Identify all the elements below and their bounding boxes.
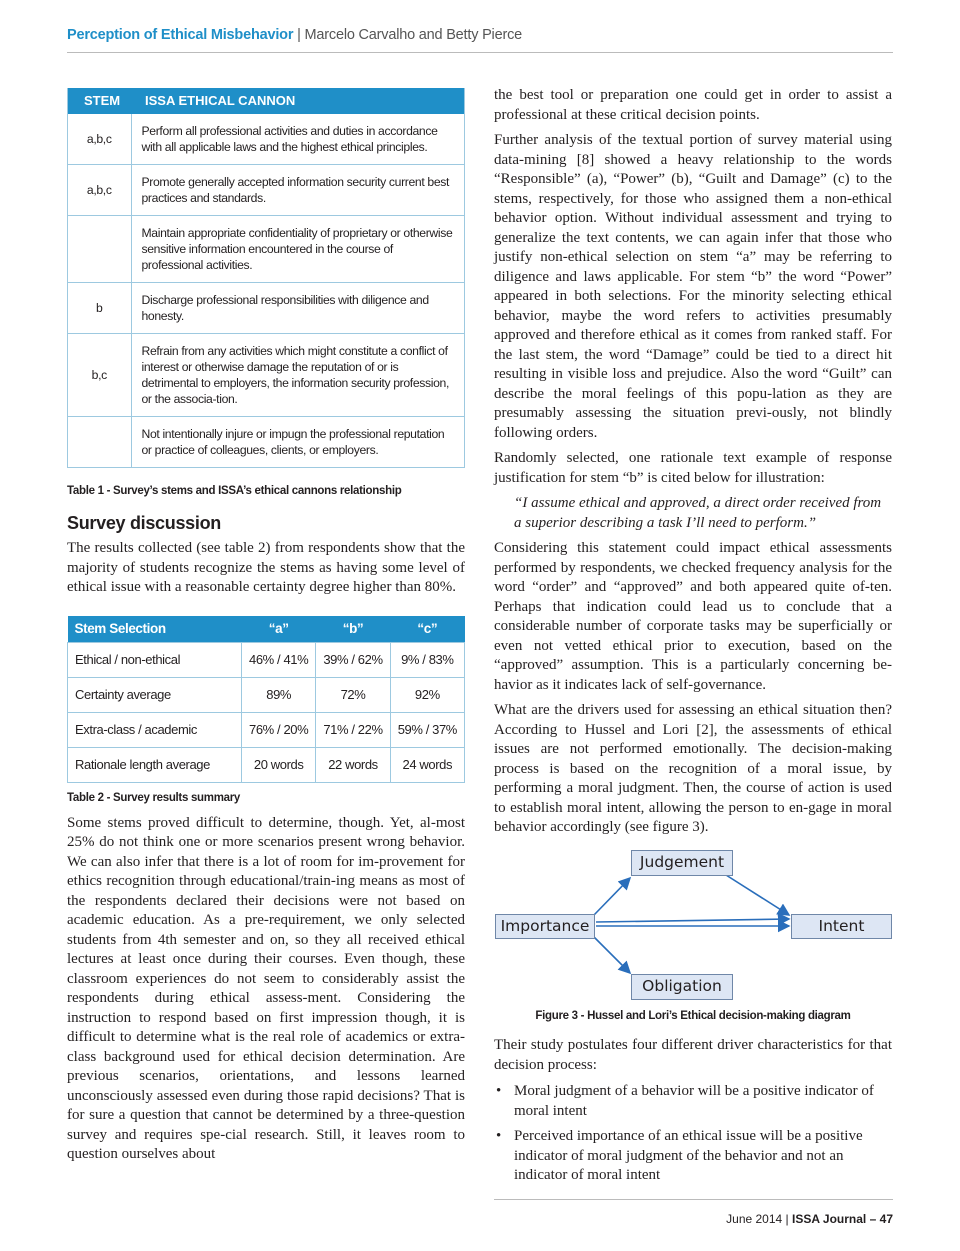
footer-dash: – xyxy=(869,1212,877,1226)
table-1-stem-cell: b xyxy=(68,283,132,334)
table-row xyxy=(68,677,465,712)
table-row xyxy=(68,165,465,216)
table-2-cell: 22 words xyxy=(316,747,390,782)
table-1-text-cell: Promote generally accepted information security current best practices and standards. xyxy=(131,165,465,216)
table-row xyxy=(68,216,465,283)
table-row xyxy=(68,334,465,417)
paragraph: Further analysis of the textual portion of survey material using data-mining [8] showed a heavy relationship to the words “Responsible” (a), “Power” (b), “Guilt and Damage” (c) to the stems, respectively, for those who assigned them a non-ethical behavior option. Without individual assessment and trying to generalize the text contents, we can again infer that those who justify non-ethical selection on stem “a” may be referring to diligence and laws applicable. For stem “b” the word “Power” appeared in both selections. For the minority selecting ethical behavior, maybe the word refers to activities presumably approved and therefore ethical as it comes from ranked staff. For the last stem, the word “Damage” could be tied to a direct hit resulting in visible loss and prejudice. Also the word “Guilt” can describe the moral feelings of this popu-lation as they are presumably assessing the situation previ-ously, not blindly following orders. xyxy=(494,132,892,441)
left-column xyxy=(67,88,465,1165)
table-2-cell: 24 words xyxy=(390,747,464,782)
table-1-stem-cell xyxy=(68,216,132,283)
table-2-cell: 20 words xyxy=(242,747,316,782)
table-2-cell: 92% xyxy=(390,677,464,712)
table-2-header-cell: “b” xyxy=(316,616,390,643)
paragraph: Some stems proved difficult to determine, though. Yet, al-most 25% do not think one or more scenarios present wrong behavior. We can also infer that there is a lot of room for im-provement for ethics recognition through educational/train-ing means as most of the respondents declared their decisions were not based on academic education. As a pre-requirement, we only selected students from 4th semester and on, so they all received ethical lectures at least once during their courses. Even though, these classroom experiences do not seem to considerably assist the respondents during ethical assess-ment. Considering the instruction to respond based on first impression though, it is difficult to determine what is the real role of academics or extra-class background used for ethical decision determination. Are previous scenarios, orientations, and lessons learned unconsciously assessed even during those rapid decisions? That is for sure a question that cannot be determined by a three-question survey and requires spe-cial research. Still, it leaves room to question ourselves about xyxy=(67,814,465,1162)
table-row xyxy=(68,283,465,334)
table-2-caption: Table 2 - Survey results summary xyxy=(67,791,240,804)
paragraph: Randomly selected, one rationale text example of response justification for stem “b” is cited below for illustration: xyxy=(494,450,892,486)
table-2-header-cell: “c” xyxy=(390,616,464,643)
table-1-caption: Table 1 - Survey’s stems and ISSA’s ethical cannons relationship xyxy=(67,485,402,497)
table-2-cell: 72% xyxy=(316,677,390,712)
table-2-cell: Rationale length average xyxy=(68,747,242,782)
table-2-cell: Extra-class / academic xyxy=(68,712,242,747)
table-2 xyxy=(67,616,465,783)
table-2-cell: 89% xyxy=(242,677,316,712)
diagram-box-obligation: Obligation xyxy=(631,974,733,1000)
table-row xyxy=(68,712,465,747)
table-2-cell: 39% / 62% xyxy=(316,642,390,677)
table-2-header-cell: “a” xyxy=(242,616,316,643)
table-1-text-cell: Maintain appropriate confidentiality of proprietary or otherwise sensitive information encountered in the course of professional activities. xyxy=(131,216,465,283)
block-quote: “I assume ethical and approved, a direct order received from a superior describing a task I’ll need to perform.” xyxy=(514,495,882,531)
table-1-stem-cell: a,b,c xyxy=(68,165,132,216)
arrow-judgement-intent-2 xyxy=(596,919,789,922)
section-title: Survey discussion xyxy=(67,513,221,533)
header-separator: | xyxy=(297,27,301,43)
table-1-header-stem: STEM xyxy=(68,88,132,114)
paragraph: The results collected (see table 2) from respondents show that the majority of students recognize the stems as having some level of ethical issue with a reasonable certainty degree higher than 80%. xyxy=(67,540,465,595)
right-column xyxy=(494,86,892,838)
bullet-list xyxy=(494,1082,892,1186)
footer xyxy=(726,1212,893,1226)
table-2-cell: 59% / 37% xyxy=(390,712,464,747)
diagram-box-judgement: Judgement xyxy=(631,850,733,876)
table-1-stem-cell xyxy=(68,417,132,468)
paragraph: What are the drivers used for assessing an ethical situation then? According to Hussel and Lori [2], the assessments of ethical issues are not performed emotionally. The decision-making process is based on the recognition of a moral issue, by performing a moral judgment. Then, the course of action is used to establish moral intent, allowing the person to en-gage in moral behavior accordingly (see figure 3). xyxy=(494,702,892,835)
paragraph: Their study postulates four different driver characteristics for that decision process: xyxy=(494,1037,892,1073)
table-2-cell: 9% / 83% xyxy=(390,642,464,677)
table-1-stem-cell: a,b,c xyxy=(68,114,132,165)
arrow-importance-obligation xyxy=(594,937,630,973)
paragraph: the best tool or preparation one could get in order to assist a professional at these critical decision points. xyxy=(494,87,892,123)
footer-journal: ISSA Journal xyxy=(792,1212,867,1226)
table-2-cell: Ethical / non-ethical xyxy=(68,642,242,677)
table-1-header-row xyxy=(68,88,465,114)
table-1-text-cell: Not intentionally injure or impugn the professional reputation or practice of colleagues, clients, or employers. xyxy=(131,417,465,468)
footer-separator: | xyxy=(785,1212,789,1226)
header-title: Perception of Ethical Misbehavior xyxy=(67,27,294,43)
table-2-header-cell: Stem Selection xyxy=(68,616,242,643)
list-item: • Perceived importance of an ethical issue will be a positive indicator of moral judgment of the behavior and not an indicator of moral intent xyxy=(494,1127,892,1186)
footer-date: June 2014 xyxy=(726,1212,783,1226)
table-2-cell: 76% / 20% xyxy=(242,712,316,747)
table-row xyxy=(68,417,465,468)
table-1-text-cell: Discharge professional responsibilities with diligence and honesty. xyxy=(131,283,465,334)
table-1 xyxy=(67,88,465,468)
header-rule xyxy=(67,52,893,53)
footer-page-number: 47 xyxy=(879,1212,893,1226)
table-2-header-row xyxy=(68,616,465,643)
figure-3-caption: Figure 3 - Hussel and Lori’s Ethical decision-making diagram xyxy=(535,1010,851,1022)
list-item: • Moral judgment of a behavior will be a positive indicator of moral intent xyxy=(494,1082,892,1121)
table-1-header-cannon: ISSA ETHICAL CANNON xyxy=(131,88,465,114)
table-1-text-cell: Perform all professional activities and duties in accordance with all applicable laws and the highest ethical principles. xyxy=(131,114,465,165)
table-1-text-cell: Refrain from any activities which might constitute a conflict of interest or otherwise damage the reputation of or is detrimental to employers, the information security profession, or the associa-tion. xyxy=(131,334,465,417)
running-header xyxy=(67,27,522,43)
table-row xyxy=(68,114,465,165)
footer-rule xyxy=(494,1199,893,1200)
table-row xyxy=(68,747,465,782)
diagram-box-importance: Importance xyxy=(495,914,595,939)
diagram-box-intent: Intent xyxy=(791,914,892,939)
arrow-importance-judgement xyxy=(594,878,630,915)
table-2-cell: Certainty average xyxy=(68,677,242,712)
header-authors: Marcelo Carvalho and Betty Pierce xyxy=(304,27,522,43)
arrow-judgement-intent xyxy=(726,875,789,915)
table-1-stem-cell: b,c xyxy=(68,334,132,417)
paragraph: Considering this statement could impact ethical assessments performed by respondents, we checked frequency analysis for the word “order” and “approved” and both appeared quite of-ten. Perhaps that indication could lead us to conclude that a considerable number of corporate tasks may be superficially or even not vetted ethical prior to execution, based on the “approved” assumption. This is a particularly concerning be-havior as it indicates lack of self-governance. xyxy=(494,540,892,693)
decision-diagram xyxy=(494,845,892,1005)
table-row xyxy=(68,642,465,677)
table-2-cell: 46% / 41% xyxy=(242,642,316,677)
right-column-lower xyxy=(494,1010,892,1192)
table-2-cell: 71% / 22% xyxy=(316,712,390,747)
